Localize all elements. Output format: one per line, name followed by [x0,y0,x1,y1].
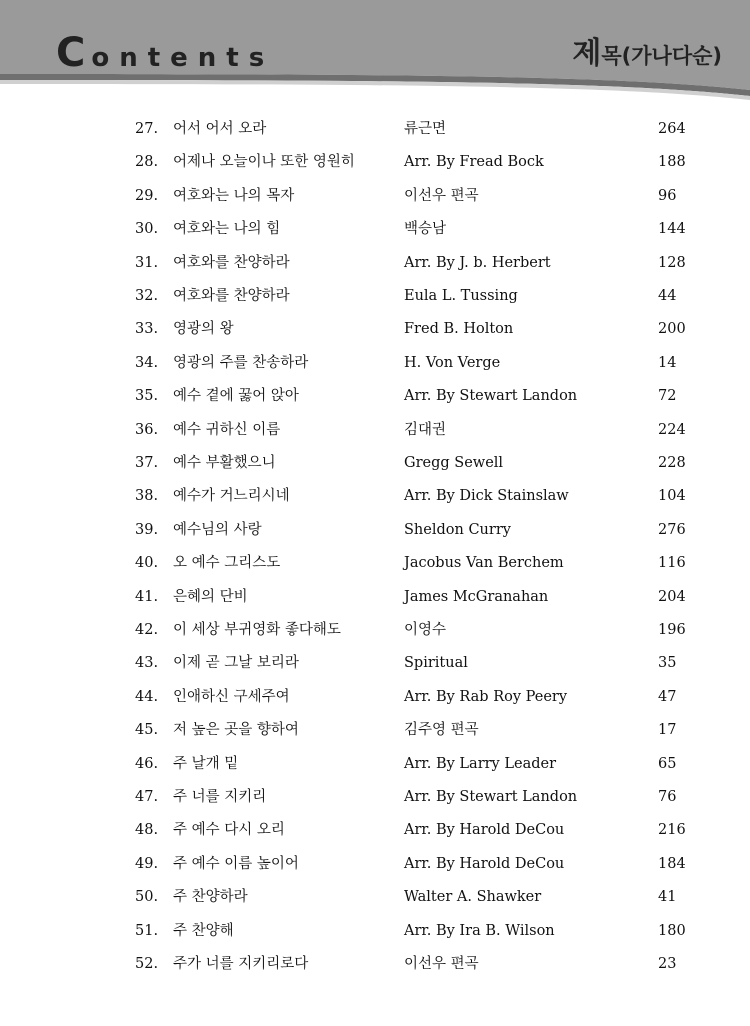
section-heading-rest: 목(가나다순) [601,44,722,68]
toc-page: 65 [658,755,677,772]
toc-page: 128 [658,254,686,271]
toc-title: 주 날개 밑 [173,755,239,772]
toc-title: 예수 부활했으니 [173,455,276,471]
toc-author: Jacobus Van Berchem [404,555,564,572]
toc-title: 은혜의 단비 [173,588,248,605]
toc-title: 주 예수 다시 오리 [173,822,285,839]
toc-row [0,782,750,812]
toc-author: Walter A. Shawker [404,889,542,906]
toc-number: 30. [135,221,159,238]
toc-number: 31. [135,254,159,271]
toc-author: 이선우 편곡 [404,956,479,972]
toc-number: 35. [135,388,159,405]
toc-row [0,381,750,411]
toc-author: 김대권 [404,421,447,438]
toc-title: 여호와를 찬양하라 [173,254,290,271]
toc-author: Arr. By Dick Stainslaw [404,488,569,505]
toc-title: 예수님의 사랑 [173,521,262,538]
toc-row [0,114,750,144]
toc-number: 42. [135,622,159,638]
toc-number: 39. [135,521,159,538]
toc-title: 여호와는 나의 목자 [173,187,295,204]
toc-title: 저 높은 곳을 향하여 [173,722,299,739]
toc-row [0,415,750,445]
toc-number: 40. [135,555,159,572]
toc-page: 224 [658,421,686,438]
toc-title: 이제 곧 그날 보리라 [173,655,299,672]
toc-page: 96 [658,187,677,204]
toc-page: 17 [658,722,677,739]
toc-author: Arr. By Harold DeCou [404,822,565,839]
toc-title: 어서 어서 오라 [173,121,267,137]
toc-author: Arr. By Rab Roy Peery [404,688,568,705]
toc-row [0,181,750,211]
toc-page: 184 [658,855,686,872]
toc-title: 주가 너를 지키리로다 [173,956,309,972]
toc-row [0,281,750,311]
toc-author: 백승남 [404,221,447,238]
toc-author: Arr. By Fread Bock [404,154,544,171]
toc-title: 주 예수 이름 높이어 [173,855,299,872]
toc-author: Arr. By Stewart Landon [404,789,578,805]
page-header [0,0,750,100]
toc-title: 여호와를 찬양하라 [173,288,290,304]
toc-page: 264 [658,121,686,137]
toc-row [0,515,750,545]
toc-number: 46. [135,755,159,772]
toc-author: Arr. By Larry Leader [404,755,557,772]
toc-author: Sheldon Curry [404,521,511,538]
toc-number: 37. [135,455,159,471]
toc-row [0,548,750,578]
toc-row [0,448,750,478]
toc-title: 오 예수 그리스도 [173,555,281,572]
toc-row [0,949,750,979]
contents-heading [56,30,274,76]
toc-author: James McGranahan [404,588,549,605]
toc-page: 72 [658,388,677,405]
toc-number: 44. [135,688,159,705]
toc-number: 29. [135,187,159,204]
toc-author: Fred B. Holton [404,321,514,338]
toc-row [0,147,750,177]
toc-author: Arr. By Harold DeCou [404,855,565,872]
toc-number: 41. [135,588,159,605]
toc-page: 47 [658,688,677,705]
toc-page: 180 [658,922,686,939]
toc-author: 이선우 편곡 [404,187,479,204]
toc-number: 50. [135,889,159,906]
toc-number: 51. [135,922,159,939]
toc-title: 영광의 주를 찬송하라 [173,354,309,371]
section-heading [572,28,722,72]
toc-number: 28. [135,154,159,171]
toc-author: Arr. By Stewart Landon [404,388,578,405]
toc-row [0,882,750,912]
toc-page: 23 [658,956,677,972]
toc-title: 주 너를 지키리 [173,789,267,805]
toc-title: 주 찬양하라 [173,889,248,906]
toc-author: Arr. By Ira B. Wilson [404,922,555,939]
toc-row [0,849,750,879]
toc-page: 276 [658,521,686,538]
toc-title: 예수가 거느리시네 [173,488,290,505]
toc-title: 이 세상 부귀영화 좋다해도 [173,622,341,638]
toc-row [0,682,750,712]
toc-title: 주 찬양해 [173,922,234,939]
toc-row [0,348,750,378]
toc-row [0,481,750,511]
toc-row [0,648,750,678]
toc-row [0,615,750,645]
toc-title: 어제나 오늘이나 또한 영원히 [173,154,355,171]
toc-page: 216 [658,822,686,839]
toc-number: 45. [135,722,159,739]
toc-row [0,214,750,244]
toc-title: 인애하신 구세주여 [173,688,290,705]
toc-page: 196 [658,622,686,638]
toc-row [0,749,750,779]
toc-row [0,314,750,344]
toc-page: 144 [658,221,686,238]
toc-page: 35 [658,655,677,672]
toc-number: 49. [135,855,159,872]
toc-page: 188 [658,154,686,171]
toc-page: 41 [658,889,677,906]
toc-title: 예수 귀하신 이름 [173,421,281,438]
toc-page: 14 [658,354,677,371]
toc-row [0,715,750,745]
toc-author: Spiritual [404,655,468,672]
toc-number: 48. [135,822,159,839]
toc-page: 200 [658,321,686,338]
toc-number: 33. [135,321,159,338]
toc-number: 36. [135,421,159,438]
toc-author: 이영수 [404,622,447,638]
toc-page: 104 [658,488,686,505]
contents-heading-initial: C [56,30,92,76]
toc-title: 여호와는 나의 힘 [173,221,281,238]
toc-author: Gregg Sewell [404,455,504,471]
toc-number: 43. [135,655,159,672]
section-heading-initial: 제 [572,36,602,71]
toc-row [0,815,750,845]
toc-page: 204 [658,588,686,605]
toc-number: 34. [135,354,159,371]
toc-author: 김주영 편곡 [404,722,479,739]
toc-title: 영광의 왕 [173,321,234,338]
toc-number: 27. [135,121,159,137]
toc-page: 228 [658,455,686,471]
toc-row [0,248,750,278]
toc-author: Arr. By J. b. Herbert [404,254,551,271]
toc-author: 류근면 [404,121,447,137]
toc-author: Eula L. Tussing [404,288,518,304]
toc-author: H. Von Verge [404,354,501,371]
toc-title: 예수 곁에 꿇어 앉아 [173,388,299,405]
toc-page: 44 [658,288,677,304]
toc-row [0,582,750,612]
toc-row [0,916,750,946]
toc-number: 38. [135,488,159,505]
toc-number: 47. [135,789,159,805]
toc-number: 32. [135,288,159,304]
toc-number: 52. [135,956,159,972]
contents-heading-rest: ontents [91,43,275,73]
toc-page: 76 [658,789,677,805]
toc-page: 116 [658,555,686,572]
